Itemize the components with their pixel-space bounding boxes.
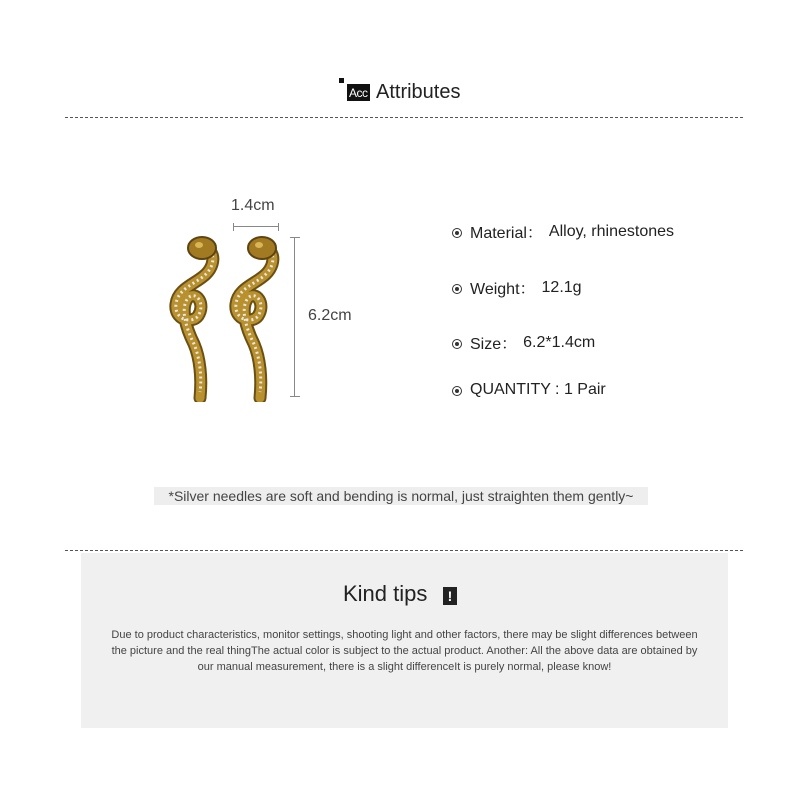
title-dot — [339, 78, 344, 83]
exclamation-icon: ! — [443, 587, 457, 605]
width-dimension-line — [233, 226, 279, 227]
attribute-value: Alloy, rhinestones — [548, 222, 675, 240]
earring-left-image — [166, 232, 226, 402]
bullet-icon — [452, 228, 462, 238]
top-divider — [65, 117, 743, 118]
kind-tips-panel — [81, 553, 728, 728]
attribute-value: 6.2*1.4cm — [523, 333, 596, 351]
earring-right-image — [226, 232, 286, 402]
width-dimension-label: 1.4cm — [231, 197, 275, 214]
attribute-label: Weight： — [470, 281, 536, 298]
height-dimension-line — [294, 237, 295, 397]
attribute-size — [452, 331, 595, 354]
care-note: *Silver needles are soft and bending is normal, just straighten them gently~ — [154, 487, 648, 505]
bullet-icon — [452, 339, 462, 349]
attribute-material — [452, 220, 674, 243]
bullet-icon — [452, 284, 462, 294]
attribute-value: 12.1g — [541, 278, 582, 296]
attribute-weight — [452, 276, 582, 299]
title-badge: Acc — [349, 86, 368, 100]
attribute-label: Size： — [470, 336, 518, 353]
page-title: Attributes — [376, 81, 461, 103]
attribute-label: QUANTITY : 1 Pair — [470, 381, 606, 398]
attribute-label: Material： — [470, 225, 543, 242]
bullet-icon — [452, 386, 462, 396]
bottom-divider — [65, 550, 743, 551]
attribute-quantity — [452, 381, 606, 399]
kind-tips-body: Due to product characteristics, monitor settings, shooting light and other factors, there may be slight differences between the picture and the real thingThe actual color is subject to the actual product. Another: All the above data are obtained by our manual measurement, there is a slight differenceIt is purely normal, please know! — [111, 629, 698, 673]
kind-tips-title: Kind tips — [343, 581, 428, 606]
height-dimension-label: 6.2cm — [308, 307, 352, 324]
